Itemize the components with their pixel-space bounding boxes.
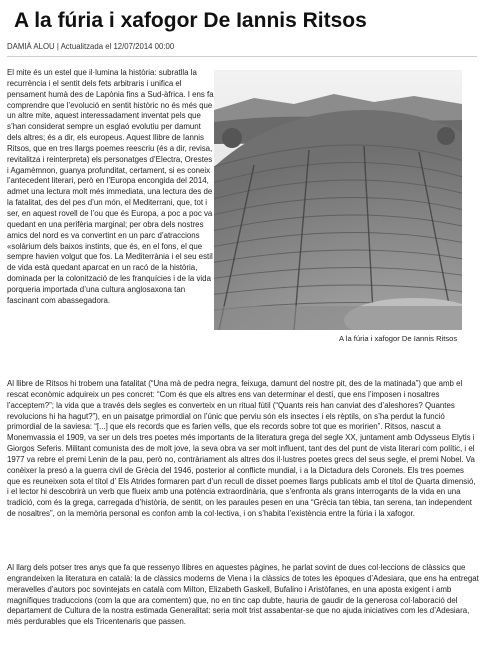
- theatre-photo: [214, 70, 462, 330]
- paragraph-2: Al llibre de Ritsos hi trobem una fatalitat (“Una mà de pedra negra, feixuga, damunt del nostre pit, des de la matinada”) que amb el rescat econòmic adquireix un pes concret: “Com és que els altres ens van determinar el destí, que ens l’imposen i nosaltres l’acceptem?”; la vida que a través dels segles es converteix en un ritual fútil (“Quants reis han canviat des d’aleshores? Quantes revolucions hi ha hagut?”), en un paisatge primordial on l’únic que perviu són els insectes i els rèptils, on s’ha perdut la funció primordial de la saviesa: “[...] que els records que es farien vells, que els records sobre tot que es moririen”. Ritsos, nascut a Monemvassia el 1909, va ser un dels tres poetes més importants de la literatura grega del segle XX, juntament amb Odysseus Elytis i Giorgos Seferis. Militant comunista des de molt jove, la seva obra va ser molt influent, tant des del punt de vista literari com polític, i el 1977 va rebre el premi Lenin de la pau, però no, contràriament als altres dos il·lustres poetes grecs del seus segle, el premi Nobel. Va conèixer la presó a la guerra civil de Grècia del 1946, posterior al conflicte mundial, i a la Dictadura dels Coronels. Els tres poemes que es reuneixen sota el títol d’ Els Atrides formaren part d’un recull de disset poemes llargs publicats amb el títol de Quarta dimensió, i el lector hi descobrirà un verb que flueix amb una potència extraordinària, que s’enfronta als grans interrogants de la vida en una tradició, com és la grega, carregada d’història, de sentit, on les paraules pesen en una “Grècia tan tèbia, tan serena, tan independent de nosaltres”, on la memòria personal es confon amb la col·lectiva, i on s’habita l’existència entre la fúria i la xafogor.: [7, 379, 476, 519]
- article-title: A la fúria i xafogor De Iannis Ritsos: [14, 9, 367, 32]
- divider: [7, 56, 477, 57]
- article-photo: [214, 70, 462, 330]
- byline: DAMIÀ ALOU | Actualitzada el 12/07/2014 00:00: [7, 42, 175, 51]
- paragraph-3: Al llarg dels potser tres anys que fa que ressenyo llibres en aquestes pàgines, he parlat sovint de dues col·leccions de clàssics que engrandeixen la literatura en català: la de clàssics moderns de Viena i la clàssics de totes les èpoques d’Adesiara, que ens ha entregat meravelles d’autors poc sovintejats en català com Milton, Elizabeth Gaskell, Bufalino i Aristòfanes, en una aposta exigent i amb magnífiques traduccions (com la que ara comentem) que, no en tinc cap dubte, hauria de gaudir de la generosa col·laboració del departament de Cultura de la nostra estimada Generalitat: seria molt trist assabentar-se que no ajuda iniciatives com les d’Adesiara, més perdurables que els Tricentenaris que passen.: [7, 563, 479, 627]
- photo-caption: A la fúria i xafogor De Iannis Ritsos: [339, 334, 458, 343]
- paragraph-1: El mite és un estel que il·lumina la història: subratlla la recurrència i el sentit dels fets arbitraris i unifica el pensament humà des de Lapònia fins a Sud-àfrica. I ens fa comprendre que l’evolució en sentit històric no és més que un altre mite, aquest interessadament inventat pels que s’han considerat sempre un esglaó evolutiu per damunt dels altres; és a dir, els europeus. Aquest llibre de Iannis Ritsos, que en tres llargs poemes reescriu (és a dir, revisa, revitalitza i reinterpreta) els personatges d’Electra, Orestes i Agamèmnon, guanya profunditat, certament, si es coneix l’antecedent literari, però en l’Europa encongida del 2014, admet una lectura molt més immediata, una lectura des de la fatalitat, des del pes d’un món, el Mediterrani, que, tot i ser, en aquest rovell de l’ou que és Europa, a poc a poc va quedant en una perifèria marginal; per obra dels nostres amics del nord es va convertint en un parc d’atraccions «solàrium dels baixos instints, que és, en el fons, el que sempre havien volgut que fos. La Mediterrània i el seu estil de vida està quedant aparcat en un racó de la història, dominada per la colonització de les franquícies i de la vida porqueria importada d’una cultura anglosaxona tan fascinant com abassegadora.: [7, 68, 214, 305]
